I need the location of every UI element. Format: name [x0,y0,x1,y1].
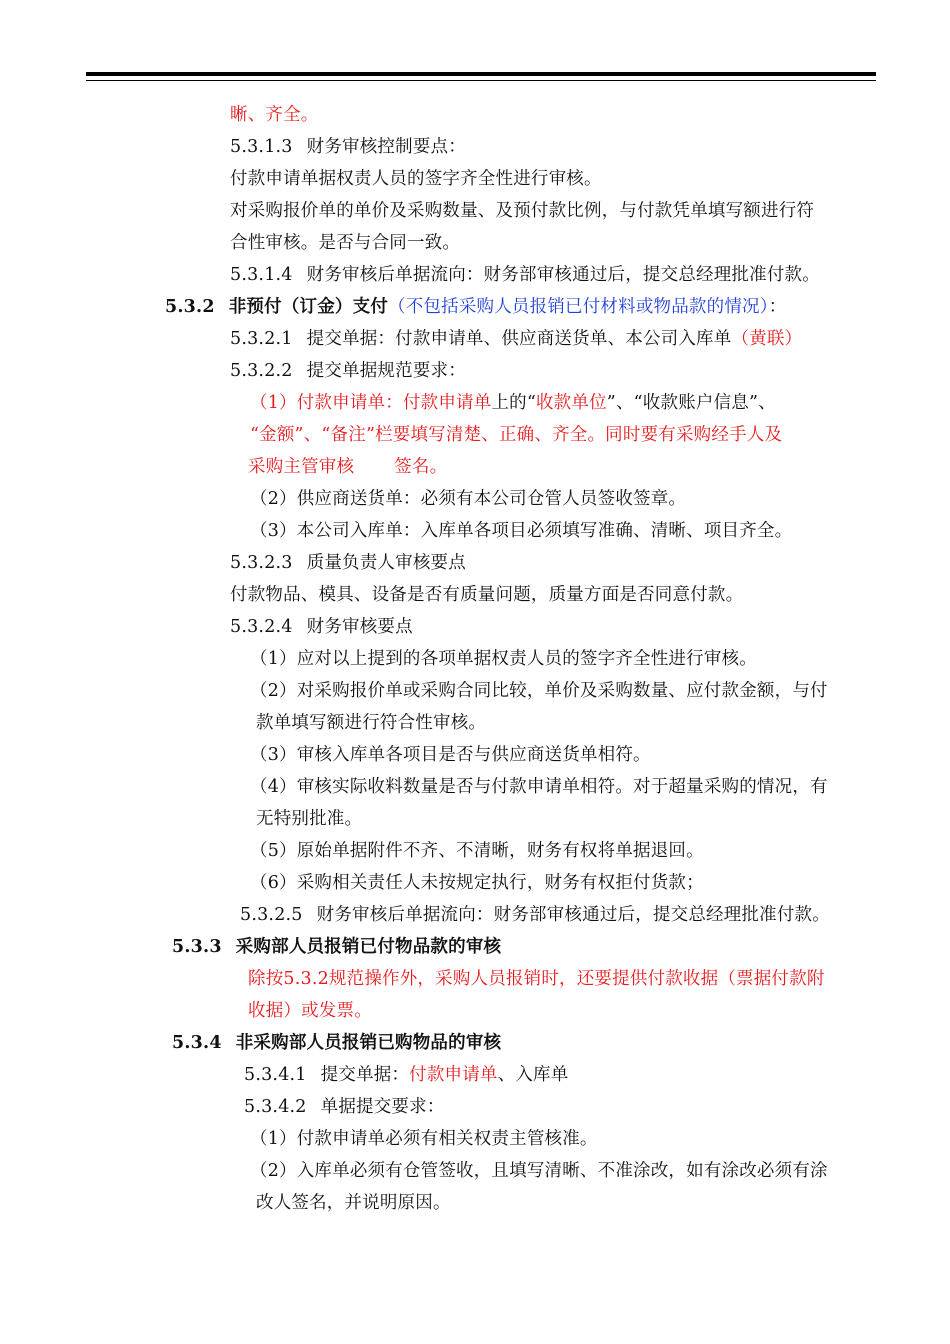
text-line: 付款申请单据权责人员的签字齐全性进行审核。 [230,169,602,189]
text-red: 收款单位 [535,393,607,413]
text: 、入库单 [497,1065,569,1085]
list-item: （3）本公司入库单：入库单各项目必须填写准确、清晰、项目齐全。 [250,521,793,541]
heading-5-3-4-1 [244,1063,568,1087]
list-item: （4）审核实际收料数量是否与付款申请单相符。对于超量采购的情况，有 [250,777,828,797]
list-item: （5）原始单据附件不齐、不清晰，财务有权将单据退回。 [250,841,704,861]
heading-5-3-1-3 [230,135,466,159]
header-rule-thick [86,72,876,76]
list-item: （2）对采购报价单或采购合同比较，单价及采购数量、应付款金额，与付 [250,681,828,701]
text-red: 付款申请单 [409,1065,498,1085]
section-title: 提交单据：付款申请单、供应商送货单、本公司入库单 [306,329,732,349]
heading-5-3-4 [172,1031,501,1055]
section-title: 非采购部人员报销已购物品的审核 [235,1033,502,1053]
text-line: “金额”、“备注”栏要填写清楚、正确、齐全。同时要有采购经手人及 [250,425,783,445]
text-red: （1）付款申请单：付款申请单 [250,393,492,413]
heading-5-3-4-2 [244,1095,445,1119]
section-number: 5.3.3 [172,937,222,957]
heading-5-3-2-1 [230,327,802,351]
section-title: 财务审核控制要点： [306,137,466,157]
text-red: 签名。 [394,457,448,477]
list-item: （6）采购相关责任人未按规定执行，财务有权拒付货款； [250,873,704,893]
section-number: 5.3.2.1 [230,329,293,349]
text-line [248,455,447,479]
heading-5-3-1-4 [230,263,820,287]
heading-5-3-2 [165,295,786,319]
section-number: 5.3.2 [165,297,215,317]
heading-5-3-2-3 [230,551,466,575]
section-title: 非预付（订金）支付 [228,297,389,317]
section-title: 财务审核后单据流向：财务部审核通过后，提交总经理批准付款。 [316,905,830,925]
section-number: 5.3.2.2 [230,361,293,381]
section-title: 财务审核要点 [306,617,413,637]
header-rule-thin [86,80,876,81]
list-item: （3）审核入库单各项目是否与供应商送货单相符。 [250,745,651,765]
section-title: 财务审核后单据流向：财务部审核通过后，提交总经理批准付款。 [306,265,820,285]
list-item: （2）供应商送货单：必须有本公司仓管人员签收签章。 [250,489,687,509]
section-number: 5.3.2.4 [230,617,293,637]
heading-5-3-3 [172,935,501,959]
section-number: 5.3.4 [172,1033,222,1053]
list-item: （1）应对以上提到的各项单据权责人员的签字齐全性进行审核。 [250,649,757,669]
text-line: 无特别批准。 [256,809,363,829]
section-note: （黄联） [731,329,803,349]
section-title: 质量负责人审核要点 [306,553,466,573]
section-number: 5.3.4.1 [244,1065,307,1085]
section-number: 5.3.1.3 [230,137,293,157]
text-line: 收据）或发票。 [248,1001,372,1021]
list-item [250,391,776,415]
text-line: 对采购报价单的单价及采购数量、及预付款比例，与付款凭单填写额进行符 [230,201,815,221]
heading-5-3-2-4 [230,615,413,639]
section-title: 提交单据规范要求： [306,361,466,381]
section-colon: ： [768,297,787,317]
text: ”、“收款账户信息”、 [606,393,776,413]
text-line: 款单填写额进行符合性审核。 [256,713,487,733]
section-number: 5.3.2.5 [240,905,303,925]
list-item: （1）付款申请单必须有相关权责主管核准。 [250,1129,598,1149]
text-line: 晰、齐全。 [230,105,319,125]
heading-5-3-2-2 [230,359,466,383]
section-number: 5.3.2.3 [230,553,293,573]
text: 上的“ [491,393,536,413]
heading-5-3-2-5 [240,903,830,927]
section-title: 提交单据： [320,1065,410,1085]
section-number: 5.3.1.4 [230,265,293,285]
text-red: 采购主管审核 [248,457,355,477]
section-title: 单据提交要求： [320,1097,445,1117]
section-note: （不包括采购人员报销已付材料或物品款的情况） [388,297,769,317]
text-line: 除按5.3.2规范操作外，采购人员报销时，还要提供付款收据（票据付款附 [248,969,825,989]
section-title: 采购部人员报销已付物品款的审核 [235,937,502,957]
section-number: 5.3.4.2 [244,1097,307,1117]
text-line: 付款物品、模具、设备是否有质量问题，质量方面是否同意付款。 [230,585,744,605]
list-item: （2）入库单必须有仓管签收，且填写清晰、不准涂改，如有涂改必须有涂 [250,1161,828,1181]
text-line: 改人签名，并说明原因。 [256,1193,451,1213]
text-line: 合性审核。是否与合同一致。 [230,233,461,253]
